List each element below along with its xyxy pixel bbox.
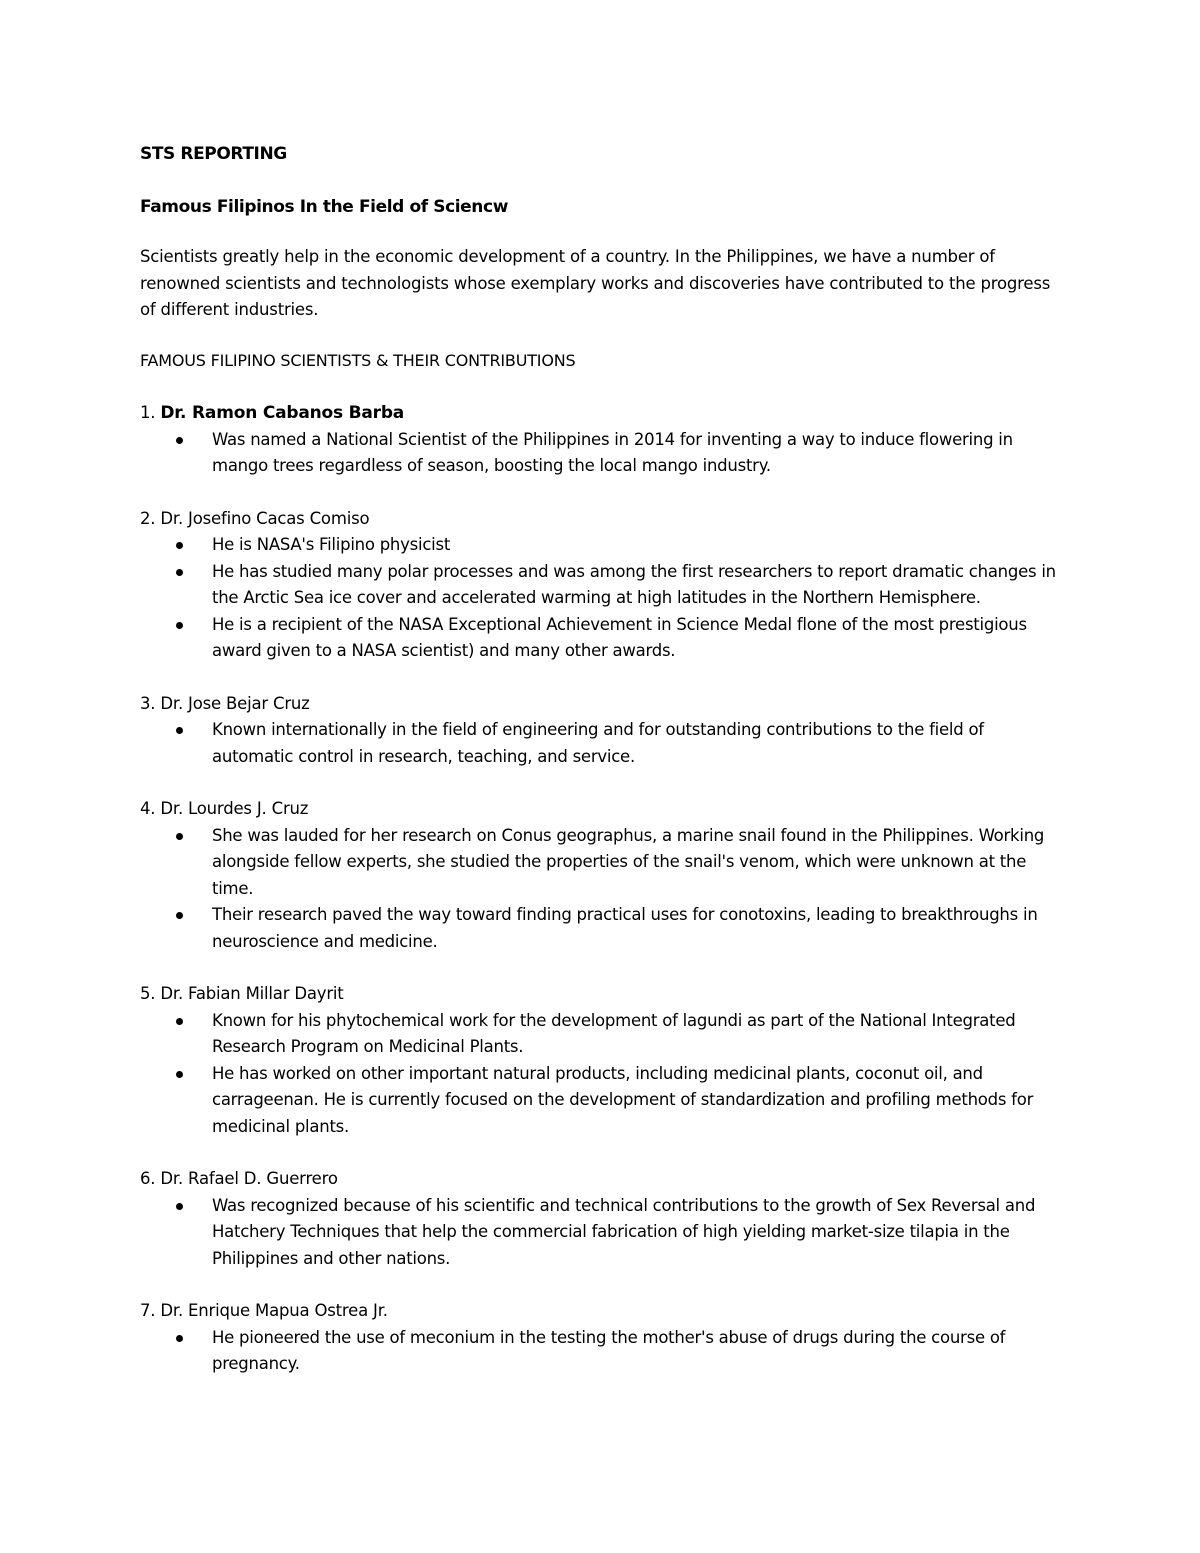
contribution-item: [140, 427, 1070, 480]
intro-paragraph: Scientists greatly help in the economic development of a country. In the Philippines, we have a number of renowned scientists and technologists whose exemplary works and discoveries have contributed to the progress of different industries.: [140, 247, 1051, 319]
scientist-number: 6.: [140, 1169, 156, 1188]
contribution-list: [140, 1008, 1070, 1141]
contribution-text: Known internationally in the field of engineering and for outstanding contributions to the field of automatic control in research, teaching, and service.: [212, 720, 984, 766]
scientist-number: 1.: [140, 403, 156, 422]
bullet-icon: [176, 1335, 183, 1342]
scientist-name: Dr. Jose Bejar Cruz: [160, 693, 310, 713]
scientist-entry: [140, 1166, 1070, 1272]
contribution-item: [140, 1325, 1070, 1378]
bullet-icon: [176, 912, 183, 919]
scientist-heading: [140, 1166, 1070, 1193]
contribution-item: [140, 1193, 1070, 1273]
bullet-icon: [176, 437, 183, 444]
scientist-heading: [140, 400, 1070, 427]
bullet-icon: [176, 1018, 183, 1025]
scientist-heading: [140, 1298, 1070, 1325]
document-title: STS REPORTING: [140, 144, 287, 164]
scientist-name: Dr. Josefino Cacas Comiso: [160, 508, 370, 528]
bullet-icon: [176, 542, 183, 549]
scientist-heading: [140, 796, 1070, 823]
bullet-icon: [176, 727, 183, 734]
contribution-list: [140, 1325, 1070, 1378]
scientist-heading: [140, 691, 1070, 718]
scientist-name: Dr. Ramon Cabanos Barba: [160, 403, 405, 423]
contribution-text: She was lauded for her research on Conus geographus, a marine snail found in the Philippines. Working alongside fellow experts, she studied the properties of the snail's venom, which were unknown at the time.: [212, 825, 1045, 898]
contribution-item: [140, 1061, 1070, 1141]
bullet-icon: [176, 833, 183, 840]
contribution-text: Was named a National Scientist of the Philippines in 2014 for inventing a way to induce flowering in mango trees regardless of season, boosting the local mango industry.: [212, 429, 1013, 475]
contribution-text: He has worked on other important natural products, including medicinal plants, coconut oil, and carrageenan. He is currently focused on the development of standardization and profiling methods for medicinal plants.: [212, 1063, 1034, 1136]
scientist-entry: [140, 981, 1070, 1140]
scientist-number: 2.: [140, 508, 156, 528]
bullet-icon: [176, 622, 183, 629]
scientist-number: 5.: [140, 984, 156, 1003]
bullet-icon: [176, 1071, 183, 1078]
scientist-heading: [140, 981, 1070, 1008]
scientist-name: Dr. Lourdes J. Cruz: [160, 799, 309, 818]
contribution-text: Known for his phytochemical work for the development of lagundi as part of the National Integrated Research Program on Medicinal Plants.: [212, 1010, 1016, 1056]
section-heading: FAMOUS FILIPINO SCIENTISTS & THEIR CONTRIBUTIONS: [140, 350, 576, 370]
scientist-name: Dr. Rafael D. Guerrero: [160, 1169, 338, 1188]
contribution-item: [140, 559, 1070, 612]
contribution-text: Was recognized because of his scientific and technical contributions to the growth of Sex Reversal and Hatchery Techniques that help the commercial fabrication of high yielding market-size tilapia in the Philippines and other nations.: [212, 1195, 1036, 1268]
contribution-text: He is a recipient of the NASA Exceptional Achievement in Science Medal flone of the most prestigious award given to a NASA scientist) and many other awards.: [212, 614, 1027, 660]
scientist-entry: [140, 1298, 1070, 1378]
contribution-item: [140, 1008, 1070, 1061]
scientist-heading: [140, 506, 1070, 533]
contribution-list: [140, 427, 1070, 480]
contribution-item: [140, 532, 1070, 559]
scientist-list: [140, 400, 1070, 1378]
contribution-item: [140, 612, 1070, 665]
contribution-item: [140, 717, 1070, 770]
document-page: [140, 138, 1070, 1404]
scientist-number: 7.: [140, 1301, 156, 1320]
document-subtitle: Famous Filipinos In the Field of Sciencw: [140, 197, 508, 217]
contribution-text: He has studied many polar processes and was among the first researchers to report dramatic changes in the Arctic Sea ice cover and accelerated warming at high latitudes in the Northern Hemisphere.: [212, 561, 1056, 607]
contribution-list: [140, 1193, 1070, 1273]
scientist-entry: [140, 506, 1070, 665]
scientist-name: Dr. Fabian Millar Dayrit: [160, 984, 344, 1003]
contribution-text: Their research paved the way toward finding practical uses for conotoxins, leading to breakthroughs in neuroscience and medicine.: [212, 905, 1038, 951]
scientist-number: 3.: [140, 693, 156, 713]
bullet-icon: [176, 569, 183, 576]
contribution-item: [140, 902, 1070, 955]
scientist-entry: [140, 691, 1070, 771]
contribution-text: He is NASA's Filipino physicist: [212, 535, 451, 554]
scientist-name: Dr. Enrique Mapua Ostrea Jr.: [160, 1301, 388, 1320]
contribution-text: He pioneered the use of meconium in the testing the mother's abuse of drugs during the course of pregnancy.: [212, 1327, 1006, 1373]
scientist-entry: [140, 796, 1070, 955]
scientist-number: 4.: [140, 799, 156, 818]
contribution-list: [140, 717, 1070, 770]
contribution-list: [140, 532, 1070, 665]
contribution-item: [140, 823, 1070, 903]
bullet-icon: [176, 1203, 183, 1210]
contribution-list: [140, 823, 1070, 956]
scientist-entry: [140, 400, 1070, 480]
